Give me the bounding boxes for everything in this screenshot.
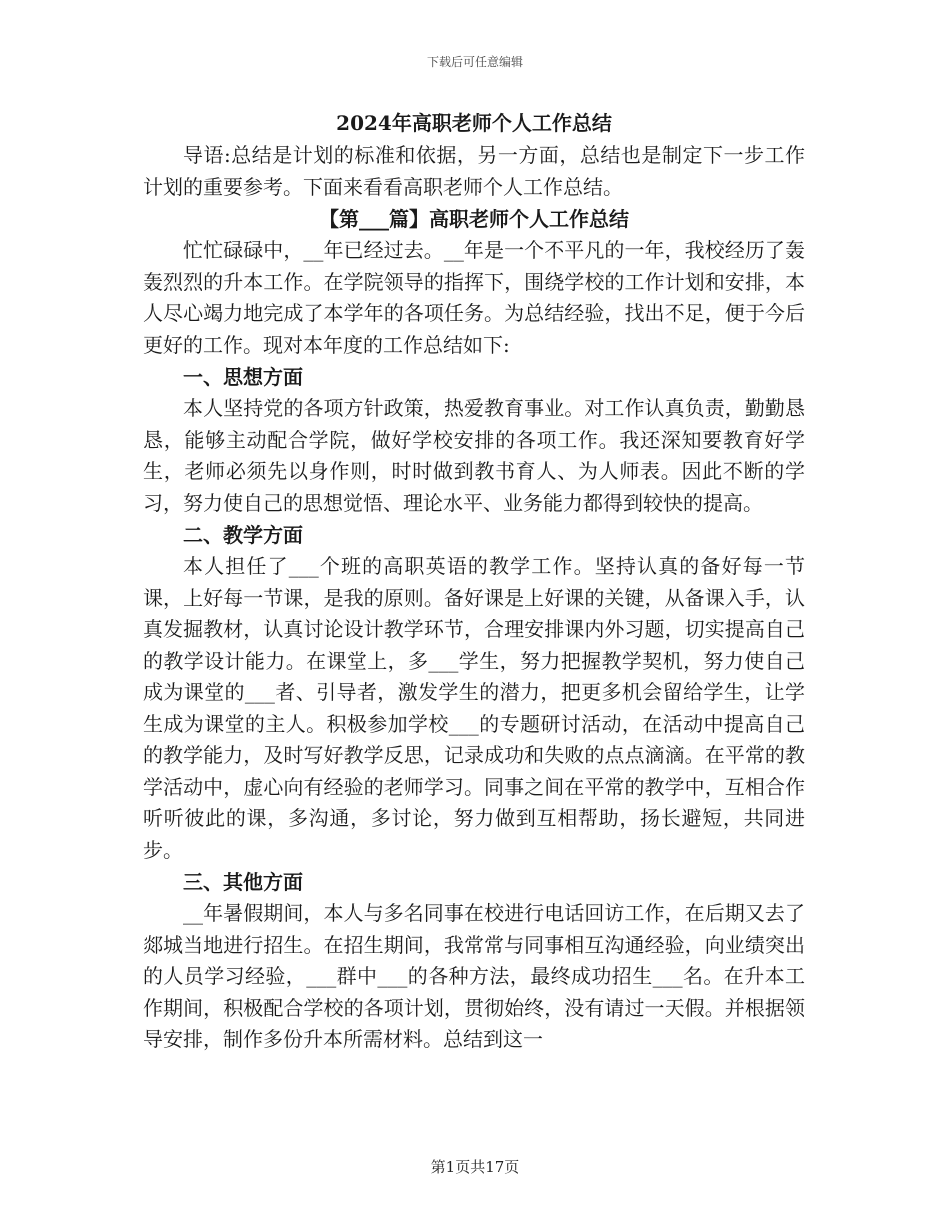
- header-note: 下载后可任意编辑: [426, 55, 523, 69]
- section-body-other: __年暑假期间，本人与多名同事在校进行电话回访工作，在后期又去了郯城当地进行招生。在招生期间，我常常与同事相互沟通经验，向业绩突出的人员学习经验，___群中___的各种方法，最终成功招生___名。在升本工作期间，积极配合学校的各项计划，贯彻始终，没有请过一天假。并根据领导安排，制作多份升本所需材料。总结到这一: [143, 901, 805, 1051]
- section-heading-thought: 一、思想方面: [183, 365, 303, 389]
- opening-paragraph: 忙忙碌碌中，__年已经过去。__年是一个不平凡的一年，我校经历了轰轰烈烈的升本工作。在学院领导的指挥下，围绕学校的工作计划和安排，本人尽心竭力地完成了本学年的各项任务。为总结经验，找出不足，便于今后更好的工作。现对本年度的工作总结如下:: [143, 238, 805, 357]
- document-body: [143, 106, 805, 1056]
- page-indicator: 第1页共17页: [430, 1158, 520, 1176]
- intro-paragraph: 导语:总结是计划的标准和依据，另一方面，总结也是制定下一步工作计划的重要参考。下面来看看高职老师个人工作总结。: [143, 143, 805, 199]
- document-title: 2024年高职老师个人工作总结: [336, 111, 612, 135]
- section-body-thought: 本人坚持党的各项方针政策，热爱教育事业。对工作认真负责，勤勤恳恳，能够主动配合学院，做好学校安排的各项工作。我还深知要教育好学生，老师必须先以身作则，时时做到教书育人、为人师表。因此不断的学习，努力使自己的思想觉悟、理论水平、业务能力都得到较快的提高。: [143, 396, 805, 515]
- section-heading-other: 三、其他方面: [183, 870, 303, 894]
- section-heading-teaching: 二、教学方面: [183, 523, 303, 547]
- section-body-teaching: 本人担任了___个班的高职英语的教学工作。坚持认真的备好每一节课，上好每一节课，是我的原则。备好课是上好课的关键，从备课入手，认真发掘教材，认真讨论设计教学环节，合理安排课内外习题，切实提高自己的教学设计能力。在课堂上，多___学生，努力把握教学契机，努力使自己成为课堂的___者、引导者，激发学生的潜力，把更多机会留给学生，让学生成为课堂的主人。积极参加学校___的专题研讨活动，在活动中提高自己的教学能力，及时写好教学反思，记录成功和失败的点点滴滴。在平常的教学活动中，虚心向有经验的老师学习。同事之间在平常的教学中，互相合作听听彼此的课，多沟通，多讨论，努力做到互相帮助，扬长避短，共同进步。: [143, 554, 805, 862]
- article-subtitle: 【第___篇】高职老师个人工作总结: [319, 207, 629, 231]
